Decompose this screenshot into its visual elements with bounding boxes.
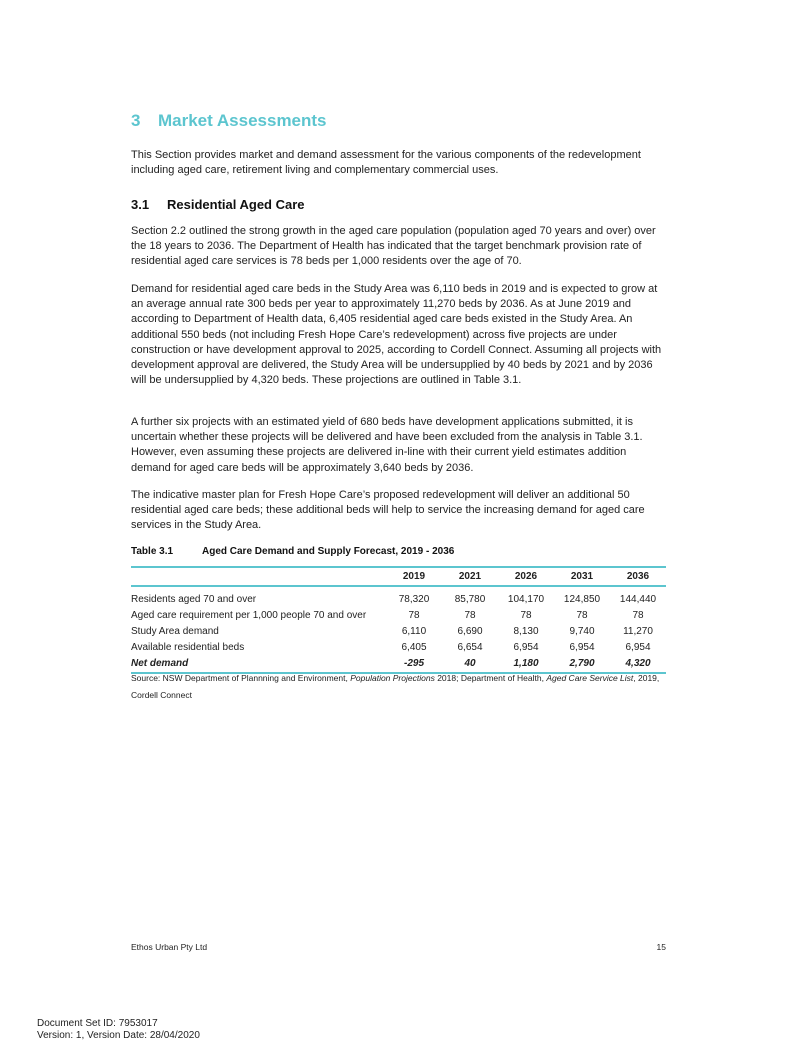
column-header: 2019 <box>386 567 442 586</box>
table-title: Aged Care Demand and Supply Forecast, 2019 - 2036 <box>202 546 455 557</box>
table-cell: 6,405 <box>401 642 427 654</box>
row-label: Residents aged 70 and over <box>131 593 257 605</box>
table-cell: 124,850 <box>563 593 601 605</box>
table-row <box>131 623 666 639</box>
table-cell: 78,320 <box>398 593 430 605</box>
table-cell: 6,690 <box>457 625 483 637</box>
table-cell: 9,740 <box>569 625 595 637</box>
table-cell: 6,954 <box>625 642 651 654</box>
table-row <box>131 640 666 656</box>
table-source-note <box>131 670 666 704</box>
footer-company: Ethos Urban Pty Ltd <box>131 942 208 952</box>
document-version: Version: 1, Version Date: 28/04/2020 <box>37 1030 200 1041</box>
section-title: Market Assessments <box>158 111 327 130</box>
section-number: 3 <box>131 111 141 130</box>
table-number: Table 3.1 <box>131 546 174 557</box>
paragraph: The indicative master plan for Fresh Hope Care’s proposed redevelopment will deliver an additional 50 residential aged care beds; these additional beds will help to service the increasing demand for aged care services in the Study Area. <box>131 489 645 532</box>
demand-supply-table <box>131 566 666 674</box>
subsection-heading <box>131 197 305 212</box>
paragraph: Section 2.2 outlined the strong growth in the aged care population (population aged 70 years and over) over the 18 years to 2036. The Department of Health has indicated that the target benchmark provision rate of residential aged care services is 78 beds per 1,000 residents over the age of 70. <box>131 225 656 268</box>
column-header: 2031 <box>554 567 610 586</box>
source-publication: Population Projections <box>350 673 435 683</box>
source-publication: Aged Care Service List <box>546 673 634 683</box>
source-text: 2018; Department of Health, <box>434 673 547 683</box>
table-cell: 6,110 <box>401 625 427 637</box>
table-row <box>131 607 666 623</box>
intro-paragraph: This Section provides market and demand assessment for the various components of the redevelopment including aged care, retirement living and complementary commercial uses. <box>131 149 641 177</box>
table-cell: 6,654 <box>457 642 483 654</box>
source-text: , 2019, Cordell Connect <box>131 673 660 700</box>
table-cell: 104,170 <box>507 593 545 605</box>
page-number: 15 <box>656 942 666 952</box>
column-header <box>131 567 386 586</box>
table-cell: 6,954 <box>569 642 595 654</box>
table-cell: 6,954 <box>513 642 539 654</box>
column-header: 2021 <box>442 567 498 586</box>
table-cell: 78 <box>464 609 476 621</box>
table-row <box>131 591 666 607</box>
table-cell: 40 <box>442 656 498 673</box>
row-label: Net demand <box>131 656 386 673</box>
table-cell: -295 <box>386 656 442 673</box>
table-caption <box>131 546 454 557</box>
row-label: Available residential beds <box>131 642 245 654</box>
table-cell: 11,270 <box>623 625 653 637</box>
row-label: Study Area demand <box>131 625 219 637</box>
subsection-number: 3.1 <box>131 197 150 212</box>
table-cell: 4,320 <box>610 656 666 673</box>
paragraph: Demand for residential aged care beds in the Study Area was 6,110 beds in 2019 and is expected to grow at an average annual rate 300 beds per year to approximately 11,270 beds by 2036. As at June 2019 and according to Department of Health data, 6,405 residential aged care beds existed in the Study Area. An additional 550 beds (not including Fresh Hope Care’s redevelopment) across five projects are under construction or have development approval to 2025, according to Cordell Connect. Assuming all projects with development approval are delivered, the Study Area will be undersupplied by 40 beds by 2021 and by 2036 will be undersupplied by 4,320 beds. These projections are outlined in Table 3.1. <box>131 283 662 387</box>
source-text: Source: NSW Department of Plannning and Environment, <box>131 673 351 683</box>
paragraph: A further six projects with an estimated yield of 680 beds have development applications submitted, it is uncertain whether these projects will be delivered and have been excluded from the analysis in Table 3.1. However, even assuming these projects are delivered in-line with their current yield estimates addition demand for aged care beds will be approximately 3,640 beds by 2036. <box>131 416 643 474</box>
table-header-row <box>131 567 666 586</box>
table-cell: 8,130 <box>513 625 539 637</box>
row-label: Aged care requirement per 1,000 people 70 and over <box>131 609 367 621</box>
table-cell: 1,180 <box>498 656 554 673</box>
table-cell: 78 <box>576 609 588 621</box>
table-cell: 78 <box>632 609 644 621</box>
table-cell: 2,790 <box>554 656 610 673</box>
column-header: 2026 <box>498 567 554 586</box>
table-cell: 85,780 <box>454 593 486 605</box>
table-cell: 78 <box>408 609 420 621</box>
table-cell: 144,440 <box>619 593 657 605</box>
table-cell: 78 <box>520 609 532 621</box>
document-set-id: Document Set ID: 7953017 <box>37 1018 158 1029</box>
subsection-title: Residential Aged Care <box>167 197 305 212</box>
section-heading <box>131 111 327 131</box>
column-header: 2036 <box>610 567 666 586</box>
document-metadata <box>37 1018 200 1042</box>
